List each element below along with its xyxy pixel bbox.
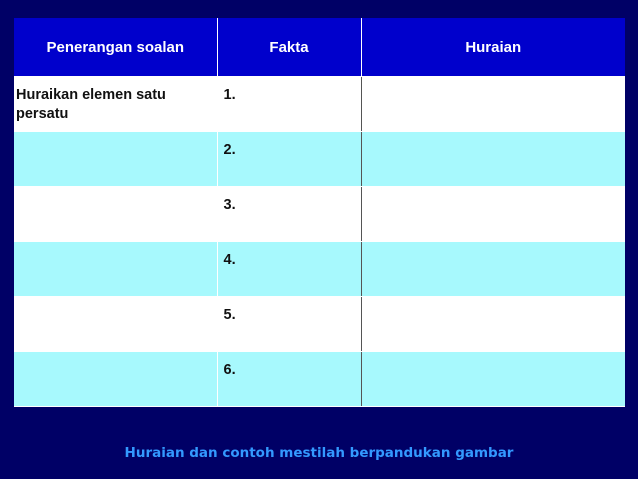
huraian-cell — [361, 242, 625, 297]
huraian-cell — [361, 77, 625, 132]
table-row — [14, 187, 625, 242]
table-row — [14, 77, 625, 132]
fakta-cell: 4. — [217, 242, 361, 297]
table-row — [14, 297, 625, 352]
fakta-cell: 2. — [217, 132, 361, 187]
fakta-cell: 5. — [217, 297, 361, 352]
table-header-row — [14, 18, 625, 77]
row-description — [14, 242, 217, 297]
huraian-cell — [361, 132, 625, 187]
row-description — [14, 132, 217, 187]
fakta-cell: 6. — [217, 352, 361, 407]
header-penerangan-soalan: Penerangan soalan — [14, 18, 217, 77]
worksheet-table — [14, 18, 625, 407]
header-fakta: Fakta — [217, 18, 361, 77]
row-description — [14, 352, 217, 407]
table-row — [14, 352, 625, 407]
huraian-cell — [361, 297, 625, 352]
row-description — [14, 187, 217, 242]
header-huraian: Huraian — [361, 18, 625, 77]
footer-note: Huraian dan contoh mestilah berpandukan gambar — [124, 445, 514, 461]
fakta-cell: 1. — [217, 77, 361, 132]
row-description — [14, 297, 217, 352]
huraian-cell — [361, 352, 625, 407]
table-row — [14, 132, 625, 187]
fakta-cell: 3. — [217, 187, 361, 242]
row-description: Huraikan elemen satu persatu — [14, 77, 217, 132]
huraian-cell — [361, 187, 625, 242]
table-row — [14, 242, 625, 297]
